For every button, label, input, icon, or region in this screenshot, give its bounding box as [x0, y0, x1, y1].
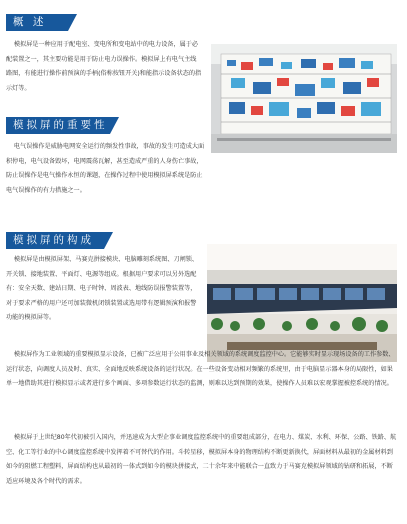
- section-title: 概 述: [13, 16, 47, 28]
- overview-paragraph: 模拟屏是一种应用于配电室、变电所和变电站中的电力设备，属于必配装置之一，其主要功能是用于防止电力误操作。模拟屏上有电气主线路图，有能进行操作前预演的手柄(俗称按钮开关)和能指示设备状态的指示灯等。: [6, 41, 202, 92]
- composition-paragraph: 模拟屏是由模拟屏架、马赛克拼接模块、电脑雕刻系统图、刀闸锁、开关锁、接地装置、平面灯、电源等组成。根据用户要求可以另外选配有：安全天数、建站日期、电子时钟、周波表、地线防误报警装置等，对于要求严格的用户还可加装微机闭锁装置或选用带有逻辑预演和报警功能的模拟屏等。: [6, 256, 199, 321]
- simulation-panel-photo: [211, 44, 397, 153]
- body-paragraph: 模拟屏作为工业领域的重要模拟显示设备，已被广泛应用于公用事业及相关领域的系统调度监控中心。它能够实时显示现场设备的工作参数、运行状态，向调度人员及时、真实、全面地反映系统设备的运行状况。在一些设备变动相对频繁的系统里，由于电脑显示器本身的局限性，如果单一地借助其进行模拟显示或者进行多个画面、多项参数运行状态的监测，则难以达到预期的效果，使操作人员难以宏观掌握被控系统的情况。: [6, 351, 395, 387]
- section-title: 模拟屏的构成: [13, 234, 94, 246]
- section-header-composition: [6, 232, 104, 249]
- section-title: 模拟屏的重要性: [13, 119, 108, 131]
- body-paragraph: 模拟屏于上世纪80年代初被引入国内，并迅速成为大型企事业调度监控系统中的重要组成部分，在电力、煤炭、水利、环保、公路、铁路、航空、化工等行业的中心调度监控系统中发挥着不可替代的作用。斗转星移，模拟屏本身的物理结构不断更新换代，屏面材料从最初的金属材料到如今的阻燃工程塑料，屏面结构也从最初的一体式到如今的模块拼接式，二十余年来中能联合一直致力于马赛克模拟屏领域的钻研和拓展，不断适应环境及各个时代的需求。: [6, 434, 397, 485]
- control-room-photo: [207, 244, 397, 362]
- section-header-overview: [6, 14, 68, 31]
- importance-paragraph: 电气误操作是威胁电网安全运行的频发性事故，事故的发生可造成大面积停电，电气设备毁坏，电网震荡瓦解，甚至造成严重的人身伤亡事故，防止误操作是电气操作永恒的课题，在操作过程中使用模拟屏系统是防止电气误操作的有力措施之一。: [6, 143, 205, 194]
- section-header-importance: [6, 117, 110, 134]
